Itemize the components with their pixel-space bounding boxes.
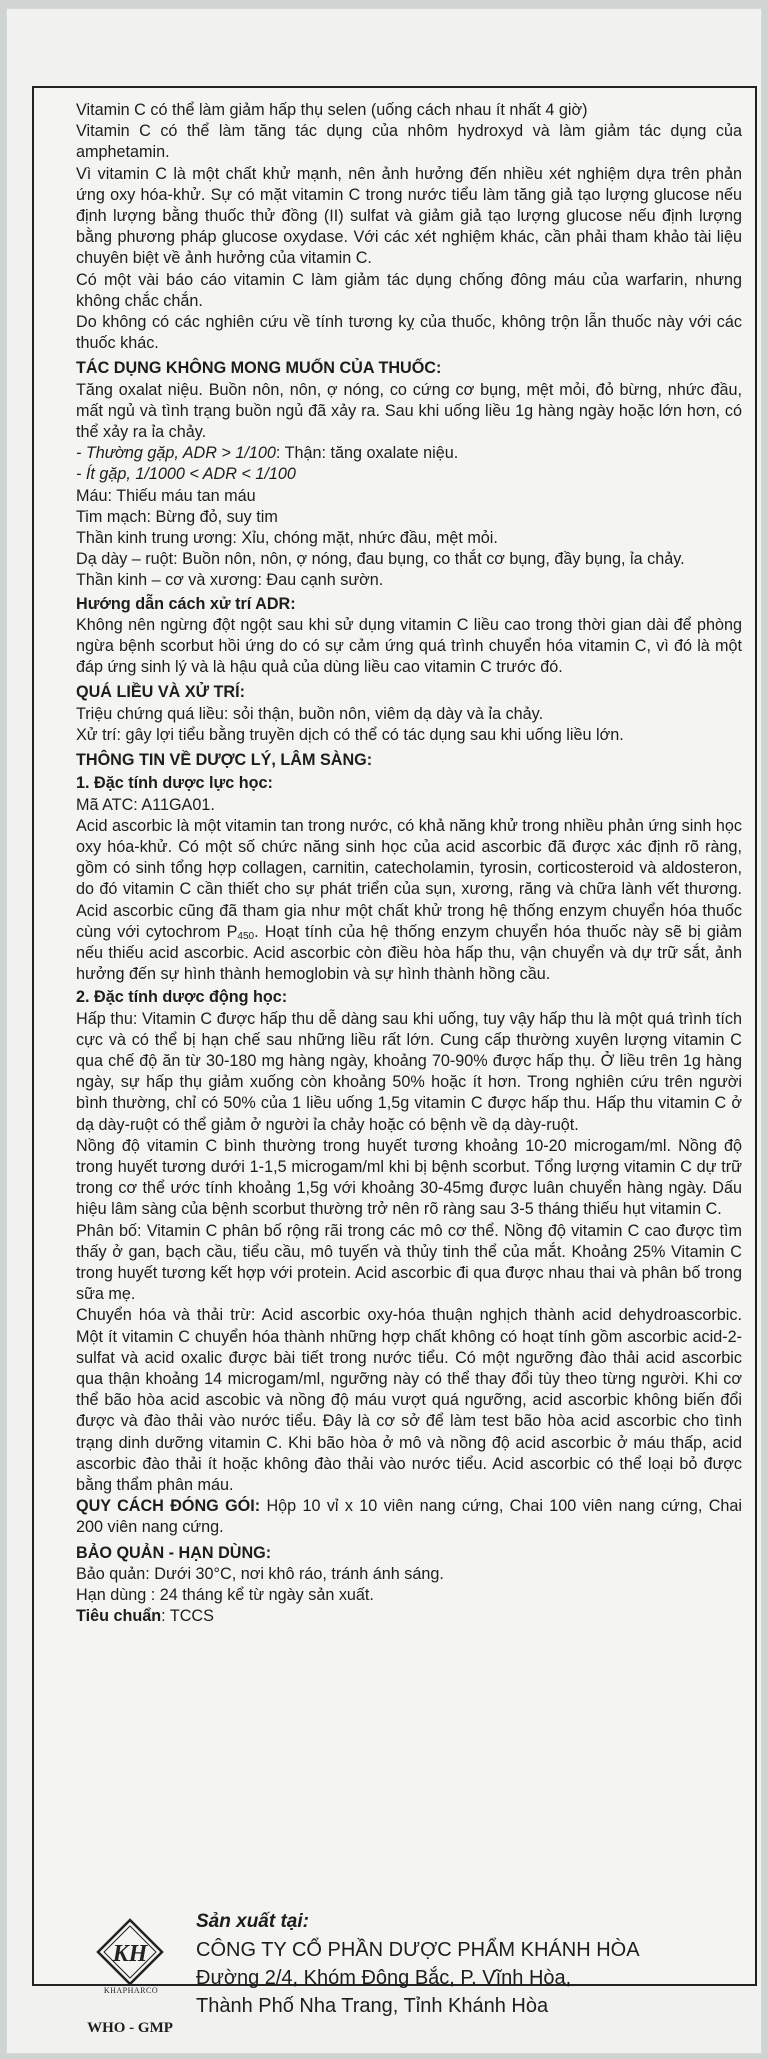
shelf-life: Hạn dùng : 24 tháng kể từ ngày sản xuất. [76, 1586, 374, 1605]
interaction-lab-tests: Vì vitamin C là một chất khử mạnh, nên ảnh hưởng đến nhiều xét nghiệm dựa trên phản ứng oxy hóa-khử. Sự có mặt vitamin C trong nước tiểu làm tăng giả tạo lượng glucose nếu định lượng bằng thuốc thử đồng (II) sulfat và giảm giả tạo lượng glucose nếu định lượng bằng phương pháp glucose oxydase. Với các xét nghiệm khác, cần phải tham khảo tài liệu chuyên biệt về ảnh hưởng của vitamin C. [76, 164, 742, 268]
pharmacodynamics-text [76, 816, 742, 986]
side-effect-gi: Dạ dày – ruột: Buồn nôn, nôn, ợ nóng, đau bụng, co thắt cơ bụng, đầy bụng, ỉa chảy. [76, 550, 685, 569]
packaging-line [76, 1496, 742, 1538]
storage-conditions: Bảo quản: Dưới 30°C, nơi khô ráo, tránh ánh sáng. [76, 1564, 444, 1583]
side-effect-cardio: Tim mạch: Bừng đỏ, suy tim [76, 507, 278, 526]
common-label: - Thường gặp, ADR > 1/100 [76, 444, 276, 463]
standard-label: Tiêu chuẩn [76, 1607, 162, 1626]
packaging-text: Hộp 10 vỉ x 10 viên nang cứng, Chai 100 viên nang cứng, Chai 200 viên nang cứng. [76, 1497, 743, 1537]
packaging-heading: QUY CÁCH ĐÓNG GÓI: [76, 1497, 261, 1516]
incompatibility-note: Do không có các nghiên cứu về tính tương kỵ của thuốc, không trộn lẫn thuốc này với các thuốc khác. [76, 313, 742, 353]
side-effects-heading: TÁC DỤNG KHÔNG MONG MUỐN CỦA THUỐC: [76, 359, 442, 378]
company-name: CÔNG TY CỔ PHẦN DƯỢC PHẨM KHÁNH HÒA [196, 1939, 640, 1961]
logo-caption: KHAPHARCO [103, 1986, 159, 1995]
pharmacodynamics-heading: 1. Đặc tính dược lực học: [76, 774, 273, 793]
overdose-symptoms: Triệu chứng quá liều: sỏi thận, buồn nôn, viêm dạ dày và ỉa chảy. [76, 704, 544, 723]
atc-code: Mã ATC: A11GA01. [76, 795, 215, 814]
metabolism-text: Chuyển hóa và thải trừ: Acid ascorbic oxy-hóa thuận nghịch thành acid dehydroascorbic. Một ít vitamin C chuyển hóa thành những hợp chất không có hoạt tính gồm ascorbic acid-2-sulfat và acid oxalic được bài tiết trong nước tiểu. Có một ngưỡng đào thải acid ascorbic qua thận khoảng 14 microgam/ml, ngưỡng này có thể thay đổi tùy theo từng người. Khi cơ thể bão hòa acid ascobic và nồng độ máu vượt quá ngưỡng, acid ascorbic không biến đổi được và đào thải vào nước tiểu. Đây là cơ sở để làm test bão hòa acid ascorbic cho tình trạng dinh dưỡng vitamin C. Khi bão hòa ở mô và nồng độ acid ascorbic ở máu thấp, acid ascorbic đào thải ít hoặc không đào thải vào nước tiểu. Acid ascorbic có thể loại bỏ được bằng thẩm phân máu. [76, 1306, 742, 1494]
standard-value: : TCCS [161, 1607, 214, 1626]
interaction-warfarin: Có một vài báo cáo vitamin C làm giảm tác dụng chống đông máu của warfarin, nhưng không chắc chắn. [76, 270, 742, 310]
standard-line [76, 1606, 742, 1627]
company-logo [76, 1914, 186, 2044]
plasma-level-text: Nồng độ vitamin C bình thường trong huyết tương khoảng 10-20 microgam/ml. Nồng độ trong huyết tương dưới 1-1,5 microgam/ml khi bị bệnh scorbut. Tổng lượng vitamin C dự trữ trong cơ thể ước tính khoảng 1,5g với khoảng 30-45mg được luân chuyển hàng ngày. Dấu hiệu lâm sàng của bệnh scorbut thường trở nên rõ ràng sau 3-5 tháng thiếu hụt vitamin C. [76, 1136, 742, 1219]
cytochrom-subscript: 450 [237, 930, 255, 942]
pharmacokinetics-heading: 2. Đặc tính dược động học: [76, 988, 288, 1007]
side-effects-rare-label: - Ít gặp, 1/1000 < ADR < 1/100 [76, 465, 296, 484]
logo-letters: KH [112, 1941, 148, 1967]
side-effects-intro: Tăng oxalat niệu. Buồn nôn, nôn, ợ nóng, co cứng cơ bụng, mệt mỏi, đỏ bừng, nhức đầu, mất ngủ và tình trạng buồn ngủ đã xảy ra. Sau khi uống liều 1g hàng ngày hoặc lớn hơn, có thể xảy ra ỉa chảy. [76, 380, 742, 442]
absorption-text: Hấp thu: Vitamin C được hấp thu dễ dàng sau khi uống, tuy vậy hấp thu là một quá trình tích cực và có thể bị hạn chế sau những liều rất lớn. Cung cấp thường xuyên lượng vitamin C qua chế độ ăn từ 30-180 mg hàng ngày, khoảng 70-90% được hấp thụ. Ở liều trên 1g hàng ngày, sự hấp thụ giảm xuống còn khoảng 50% hoặc ít hơn. Trong nghiên cứu trên người bình thường, chỉ có 50% của 1 liều uống 1,5g vitamin C được hấp thu. Hấp thu vitamin C ở dạ dày-ruột có thể giảm ở người ỉa chảy hoặc có bệnh về dạ dày-ruột. [76, 1009, 742, 1134]
manufacturer-info [196, 1908, 736, 2020]
storage-heading: BẢO QUẢN - HẠN DÙNG: [76, 1543, 272, 1562]
pharmacology-heading: THÔNG TIN VỀ DƯỢC LÝ, LÂM SÀNG: [76, 751, 373, 770]
adr-heading: Hướng dẫn cách xử trí ADR: [76, 594, 296, 613]
leaflet-content [76, 100, 742, 1627]
who-gmp-label: WHO - GMP [87, 2020, 173, 2036]
distribution-text: Phân bố: Vitamin C phân bố rộng rãi trong các mô cơ thể. Nồng độ vitamin C cao được tìm thấy ở gan, bạch cầu, tiểu cầu, mô tuyến và thủy tinh thể của mắt. Khoảng 25% Vitamin C trong huyết tương kết hợp với protein. Acid ascorbic đi qua được nhau thai và phân bố trong sữa mẹ. [76, 1221, 742, 1304]
pd-text-b: . Hoạt tính của hệ thống enzym chuyển hóa thuốc này sẽ bị giảm nếu thiếu acid ascorbic. Acid ascorbic còn điều hòa hấp thu, vận chuyển và dự trữ sắt, ảnh hưởng đến sự hình thành hemoglobin và sự hình thành hồng cầu. [76, 922, 742, 984]
interaction-aluminium: Vitamin C có thể làm tăng tác dụng của nhôm hydroxyd và làm giảm tác dụng của amphetamin. [76, 122, 742, 162]
overdose-treatment: Xử trí: gây lợi tiểu bằng truyền dịch có thể có tác dụng sau khi uống liều lớn. [76, 725, 624, 744]
side-effect-blood: Máu: Thiếu máu tan máu [76, 486, 256, 505]
manufacturer-footer [76, 1900, 742, 2055]
side-effect-neuro: Thần kinh – cơ và xương: Đau cạnh sườn. [76, 571, 384, 590]
adr-text: Không nên ngừng đột ngột sau khi sử dụng vitamin C liều cao trong thời gian dài để phòng ngừa bệnh scorbut hồi ứng do có sự cảm ứng quá trình chuyển hóa vitamin C, vì đó là một đáp ứng sinh lý và là hậu quả của dùng liều cao vitamin C trước đó. [76, 615, 742, 677]
manufacturer-label: Sản xuất tại: [196, 1911, 309, 1932]
overdose-heading: QUÁ LIỀU VÀ XỬ TRÍ: [76, 683, 246, 702]
side-effects-common [76, 443, 742, 464]
company-address-2: Thành Phố Nha Trang, Tỉnh Khánh Hòa [196, 1995, 549, 2017]
common-text: : Thận: tăng oxalate niệu. [275, 444, 459, 463]
khapharco-logo-icon [96, 1918, 164, 1986]
pd-text-a: Acid ascorbic là một vitamin tan trong nước, có khả năng khử trong nhiều phản ứng sinh học oxy hóa-khử. Có một số chức năng sinh học của acid ascorbic đã được xác định rõ ràng, gồm có sinh tổng hợp collagen, carnitin, catecholamin, tyrosin, corticosteroid và aldosteron, do đó vitamin C cần thiết cho sự phát triển của sụn, xương, răng và chữa lành vết thương. Acid ascorbic cũng đã tham gia như một chất khử trong hệ thống enzym chuyển hóa thuốc cùng với cytochrom P [76, 816, 742, 941]
side-effect-cns: Thần kinh trung ương: Xỉu, chóng mặt, nhức đầu, mệt mỏi. [76, 529, 498, 548]
interaction-selen: Vitamin C có thể làm giảm hấp thụ selen (uống cách nhau ít nhất 4 giờ) [76, 101, 588, 119]
company-address-1: Đường 2/4, Khóm Đông Bắc, P. Vĩnh Hòa, [196, 1967, 572, 1989]
